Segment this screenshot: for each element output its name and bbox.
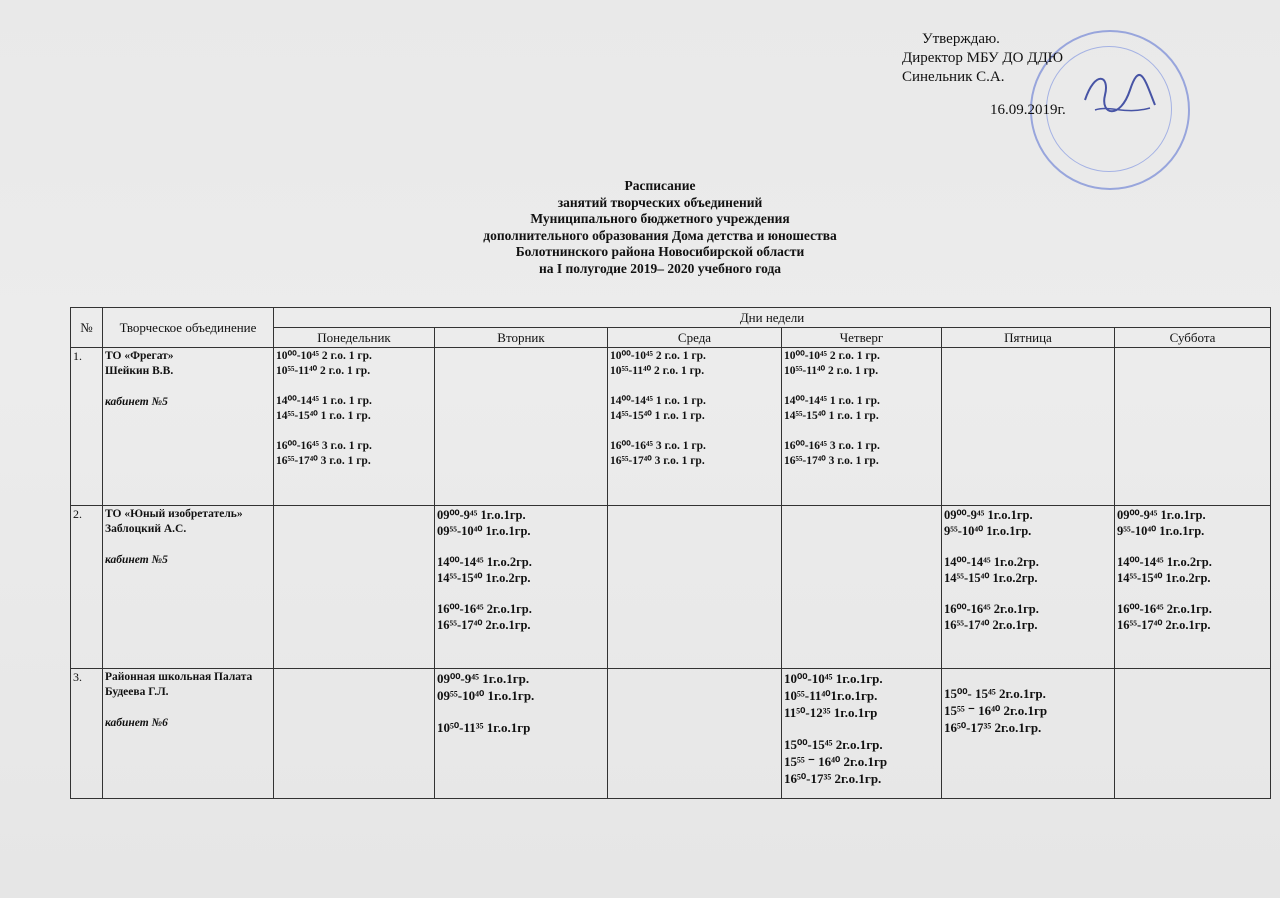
schedule-time-slot: 16⁰⁰-16⁴⁵ 3 г.о. 1 гр. (610, 440, 706, 452)
table-row (71, 669, 1271, 799)
schedule-time-slot: 16⁵⁵-17⁴⁰ 2г.о.1гр. (437, 618, 531, 632)
group-name: ТО «Фрегат» (105, 350, 174, 362)
header-day: Пятница (942, 328, 1115, 348)
schedule-table (70, 307, 1271, 799)
spacer (437, 586, 605, 601)
teacher-name: Заблоцкий А.С. (105, 523, 187, 535)
title-line-1: Расписание (624, 178, 696, 193)
schedule-time-slot: 09⁵⁵-10⁴⁰ 1г.о.1гр. (437, 688, 535, 703)
schedule-time-slot: 14⁵⁵-15⁴⁰ 1г.о.2гр. (437, 571, 531, 585)
spacer (1117, 586, 1268, 601)
header-day: Понедельник (274, 328, 435, 348)
group-cell (103, 348, 274, 506)
schedule-time-slot: 16⁵⁵-17⁴⁰ 3 г.о. 1 гр. (610, 455, 705, 467)
table-row (71, 348, 1271, 506)
group-cell (103, 669, 274, 799)
director-position: Директор МБУ ДО ДДЮ (902, 50, 1064, 66)
header-day: Вторник (435, 328, 608, 348)
schedule-cell (608, 506, 782, 669)
schedule-time-slot: 09⁰⁰-9⁴⁵ 1г.о.1гр. (437, 508, 526, 522)
schedule-time-slot: 09⁰⁰-9⁴⁵ 1г.о.1гр. (1117, 508, 1206, 522)
schedule-time-slot: 10⁰⁰-10⁴⁵ 1г.о.1гр. (784, 671, 883, 686)
schedule-time-slot: 16⁵⁵-17⁴⁰ 3 г.о. 1 гр. (276, 455, 371, 467)
spacer (784, 721, 939, 736)
director-name: Синельник С.А. (902, 69, 1005, 85)
spacer (276, 379, 432, 394)
schedule-time-slot: 11⁵⁰-12³⁵ 1г.о.1гр (784, 705, 878, 720)
table-row (71, 506, 1271, 669)
row-number: 2. (71, 506, 103, 669)
schedule-time-slot: 16⁰⁰-16⁴⁵ 2г.о.1гр. (437, 602, 532, 616)
title-line-3: Муниципального бюджетного учреждения (530, 211, 790, 226)
header-group: Творческое объединение (103, 308, 274, 348)
schedule-time-slot: 14⁰⁰-14⁴⁵ 1г.о.2гр. (1117, 555, 1212, 569)
room-label: кабинет №5 (105, 554, 168, 566)
group-name: ТО «Юный изобретатель» (105, 508, 243, 520)
schedule-time-slot: 14⁰⁰-14⁴⁵ 1г.о.2гр. (944, 555, 1039, 569)
schedule-cell (435, 506, 608, 669)
approval-block (902, 30, 1066, 120)
schedule-time-slot: 10⁰⁰-10⁴⁵ 2 г.о. 1 гр. (610, 350, 706, 362)
header-day: Среда (608, 328, 782, 348)
row-number: 1. (71, 348, 103, 506)
schedule-time-slot: 10⁵⁵-11⁴⁰ 2 г.о. 1 гр. (610, 365, 705, 377)
header-days: Дни недели (274, 308, 1271, 328)
teacher-name: Шейкин В.В. (105, 365, 174, 377)
group-cell (103, 506, 274, 669)
spacer (276, 424, 432, 439)
schedule-cell (274, 506, 435, 669)
schedule-cell (1115, 348, 1271, 506)
spacer (784, 379, 939, 394)
title-line-6: на I полугодие 2019– 2020 учебного года (538, 260, 782, 276)
schedule-time-slot: 14⁰⁰-14⁴⁵ 1 г.о. 1 гр. (276, 395, 372, 407)
schedule-time-slot: 14⁵⁵-15⁴⁰ 1г.о.2гр. (1117, 571, 1211, 585)
room-label: кабинет №6 (105, 717, 168, 729)
schedule-cell (274, 669, 435, 799)
schedule-time-slot: 14⁵⁵-15⁴⁰ 1г.о.2гр. (944, 571, 1038, 585)
schedule-time-slot: 10⁰⁰-10⁴⁵ 2 г.о. 1 гр. (276, 350, 372, 362)
row-number: 3. (71, 669, 103, 799)
signature-icon (1075, 60, 1165, 130)
spacer (944, 586, 1112, 601)
spacer (437, 539, 605, 554)
schedule-time-slot: 16⁵⁵-17⁴⁰ 2г.о.1гр. (944, 618, 1038, 632)
schedule-cell (782, 348, 942, 506)
schedule-time-slot: 14⁵⁵-15⁴⁰ 1 г.о. 1 гр. (276, 410, 371, 422)
title-line-2: занятий творческих объединений (557, 194, 763, 210)
header-day: Четверг (782, 328, 942, 348)
schedule-time-slot: 16⁰⁰-16⁴⁵ 3 г.о. 1 гр. (784, 440, 880, 452)
schedule-time-slot: 10⁰⁰-10⁴⁵ 2 г.о. 1 гр. (784, 350, 880, 362)
spacer (610, 379, 779, 394)
schedule-time-slot: 15⁰⁰-15⁴⁵ 2г.о.1гр. (784, 737, 883, 752)
schedule-time-slot: 09⁵⁵-10⁴⁰ 1г.о.1гр. (437, 524, 531, 538)
schedule-cell (608, 669, 782, 799)
schedule-time-slot: 10⁵⁵-11⁴⁰1г.о.1гр. (784, 688, 878, 703)
schedule-time-slot: 15⁵⁵ ⁻ 16⁴⁰ 2г.о.1гр (944, 703, 1048, 718)
schedule-time-slot: 09⁰⁰-9⁴⁵ 1г.о.1гр. (437, 671, 530, 686)
schedule-time-slot: 16⁵⁰-17³⁵ 2г.о.1гр. (944, 720, 1042, 735)
approval-date: 16.09.2019г. (990, 102, 1066, 118)
document-title (380, 178, 940, 277)
schedule-cell (942, 669, 1115, 799)
spacer (610, 424, 779, 439)
schedule-time-slot: 14⁰⁰-14⁴⁵ 1 г.о. 1 гр. (784, 395, 880, 407)
schedule-time-slot: 14⁵⁵-15⁴⁰ 1 г.о. 1 гр. (610, 410, 705, 422)
schedule-time-slot: 15⁵⁵ ⁻ 16⁴⁰ 2г.о.1гр (784, 754, 888, 769)
schedule-time-slot: 16⁵⁵-17⁴⁰ 3 г.о. 1 гр. (784, 455, 879, 467)
title-line-5: Болотнинского района Новосибирской области (515, 244, 805, 259)
schedule-time-slot: 9⁵⁵-10⁴⁰ 1г.о.1гр. (944, 524, 1032, 538)
schedule-time-slot: 16⁵⁵-17⁴⁰ 2г.о.1гр. (1117, 618, 1211, 632)
schedule-cell (435, 669, 608, 799)
schedule-time-slot: 14⁰⁰-14⁴⁵ 1 г.о. 1 гр. (610, 395, 706, 407)
schedule-time-slot: 10⁵⁵-11⁴⁰ 2 г.о. 1 гр. (784, 365, 879, 377)
schedule-cell (274, 348, 435, 506)
header-day: Суббота (1115, 328, 1271, 348)
approve-label: Утверждаю. (922, 31, 1000, 47)
schedule-time-slot: 16⁰⁰-16⁴⁵ 3 г.о. 1 гр. (276, 440, 372, 452)
schedule-cell (608, 348, 782, 506)
schedule-time-slot: 10⁵⁰-11³⁵ 1г.о.1гр (437, 720, 531, 735)
spacer (437, 704, 605, 719)
schedule-time-slot: 10⁵⁵-11⁴⁰ 2 г.о. 1 гр. (276, 365, 371, 377)
schedule-time-slot: 16⁰⁰-16⁴⁵ 2г.о.1гр. (1117, 602, 1212, 616)
teacher-name: Будеева Г.Л. (105, 686, 169, 698)
title-line-4: дополнительного образования Дома детства и юношества (483, 227, 837, 243)
schedule-time-slot: 14⁵⁵-15⁴⁰ 1 г.о. 1 гр. (784, 410, 879, 422)
schedule-time-slot: 16⁰⁰-16⁴⁵ 2г.о.1гр. (944, 602, 1039, 616)
schedule-cell (782, 669, 942, 799)
schedule-cell (942, 348, 1115, 506)
schedule-cell (435, 348, 608, 506)
schedule-cell (1115, 506, 1271, 669)
spacer (1117, 539, 1268, 554)
schedule-time-slot: 9⁵⁵-10⁴⁰ 1г.о.1гр. (1117, 524, 1205, 538)
schedule-cell (1115, 669, 1271, 799)
schedule-cell (942, 506, 1115, 669)
room-label: кабинет №5 (105, 396, 168, 408)
schedule-time-slot: 14⁰⁰-14⁴⁵ 1г.о.2гр. (437, 555, 532, 569)
spacer (944, 539, 1112, 554)
schedule-time-slot: 09⁰⁰-9⁴⁵ 1г.о.1гр. (944, 508, 1033, 522)
spacer (784, 424, 939, 439)
schedule-time-slot: 15⁰⁰- 15⁴⁵ 2г.о.1гр. (944, 686, 1046, 701)
group-name: Районная школьная Палата (105, 671, 253, 683)
spacer (944, 670, 1112, 685)
header-number: № (71, 308, 103, 348)
schedule-time-slot: 16⁵⁰-17³⁵ 2г.о.1гр. (784, 771, 882, 786)
schedule-cell (782, 506, 942, 669)
